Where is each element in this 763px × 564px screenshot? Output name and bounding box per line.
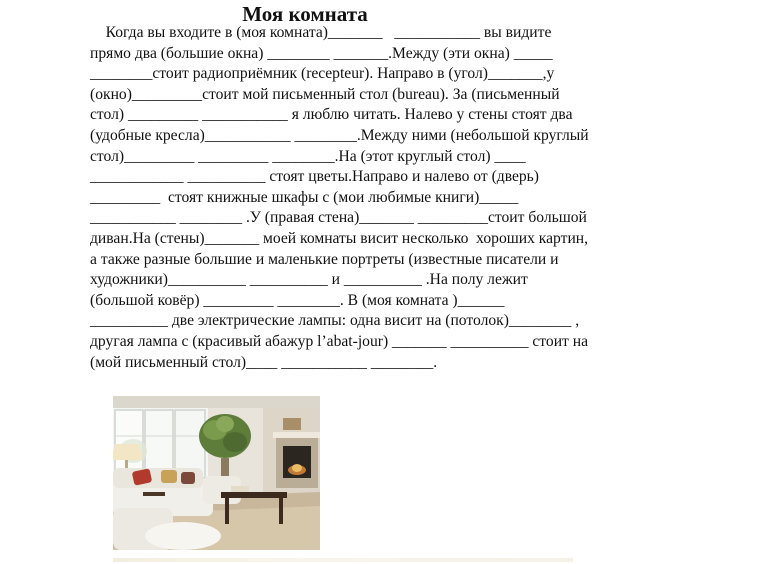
exercise-text xyxy=(90,23,680,373)
text-line: стол)_________ _________ ________.На (этот круглый стол) ____ xyxy=(90,147,526,165)
text-line: другая лампа с (красивый абажур l’abat-jour) _______ __________ стоит на xyxy=(90,332,589,350)
text-line: прямо два (большие окна) ________ _______.Между (эти окна) _____ xyxy=(90,44,553,62)
text-line: ___________ ________ .У (правая стена)_______ _________стоит большой xyxy=(90,209,587,227)
text-line: ________стоит радиоприёмник (recepteur). Направо в (угол)_______,у xyxy=(90,65,555,83)
page-bottom-edge xyxy=(113,558,573,562)
text-line: (большой ковёр) _________ ________. В (моя комната )______ xyxy=(90,291,505,309)
text-line: _________ стоят книжные шкафы с (мои любимые книги)_____ xyxy=(90,188,519,206)
text-line: ____________ __________ стоят цветы.Направо и налево от (дверь) xyxy=(90,168,539,186)
text-line: а также разные большие и маленькие портреты (известные писатели и xyxy=(90,250,559,268)
living-room-photo xyxy=(113,396,320,550)
text-line: (мой письменный стол)____ ___________ ________. xyxy=(90,353,438,371)
text-line: стол) _________ ___________ я люблю читать. Налево у стены стоят два xyxy=(90,106,573,124)
page-title: Моя комната xyxy=(242,2,368,26)
text-line: (удобные кресла)___________ ________.Между ними (небольшой круглый xyxy=(90,126,589,144)
text-line: Когда вы входите в (моя комната)_______ ___________ вы видите xyxy=(90,24,552,41)
text-line: __________ две электрические лампы: одна висит на (потолок)________ , xyxy=(90,312,580,330)
text-line: диван.На (стены)_______ моей комнаты висит несколько хороших картин, xyxy=(90,229,589,247)
text-line: (окно)_________стоит мой письменный стол (bureau). За (письменный xyxy=(90,85,560,103)
text-line: художники)__________ __________ и __________ .На полу лежит xyxy=(90,271,528,289)
